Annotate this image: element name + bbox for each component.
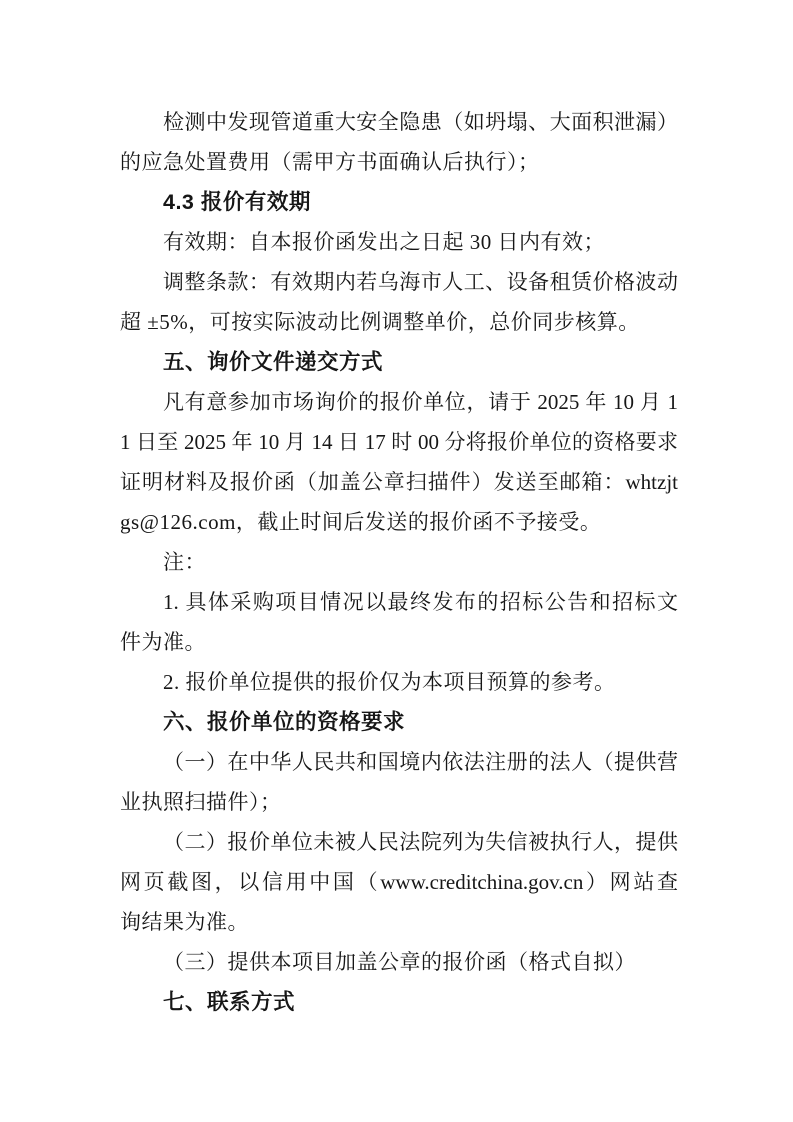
text-line: 超 ±5%，可按实际波动比例调整单价，总价同步核算。 xyxy=(120,310,640,334)
text-line: 1 日至 2025 年 10 月 14 日 17 时 00 分将报价单位的资格要求 xyxy=(120,430,678,454)
text-line: 调整条款：有效期内若乌海市人工、设备租赁价格波动 xyxy=(163,270,678,294)
text-line-email-part1: 证明材料及报价函（加盖公章扫描件）发送至邮箱：whtzjt xyxy=(120,470,678,494)
text-line-creditchina-url: 网页截图，以信用中国（www.creditchina.gov.cn）网站查 xyxy=(120,870,678,894)
heading-6-qualification-requirements: 六、报价单位的资格要求 xyxy=(163,710,406,734)
heading-5-submission-method: 五、询价文件递交方式 xyxy=(163,350,384,374)
text-line: 业执照扫描件）； xyxy=(120,790,282,814)
heading-4-3-quote-validity: 4.3 报价有效期 xyxy=(163,190,311,214)
text-line-req-2: （二）报价单位未被人民法院列为失信被执行人，提供 xyxy=(163,830,678,854)
text-line: 询结果为准。 xyxy=(120,910,249,934)
text-line: 检测中发现管道重大安全隐患（如坍塌、大面积泄漏） xyxy=(163,110,678,134)
text-line: 有效期：自本报价函发出之日起 30 日内有效； xyxy=(163,230,605,254)
text-line-req-3: （三）提供本项目加盖公章的报价函（格式自拟） xyxy=(163,950,636,974)
text-line-note-1: 1. 具体采购项目情况以最终发布的招标公告和招标文 xyxy=(163,590,678,614)
text-line-email-part2: gs@126.com，截止时间后发送的报价函不予接受。 xyxy=(120,510,602,534)
text-line: 凡有意参加市场询价的报价单位，请于 2025 年 10 月 1 xyxy=(163,390,678,414)
text-line-note-2: 2. 报价单位提供的报价仅为本项目预算的参考。 xyxy=(163,670,616,694)
text-line-note-label: 注： xyxy=(163,550,206,574)
heading-7-contact-info: 七、联系方式 xyxy=(163,990,296,1014)
text-line-req-1: （一）在中华人民共和国境内依法注册的法人（提供营 xyxy=(163,750,678,774)
text-line: 件为准。 xyxy=(120,630,206,654)
text-line: 的应急处置费用（需甲方书面确认后执行）； xyxy=(120,150,540,174)
